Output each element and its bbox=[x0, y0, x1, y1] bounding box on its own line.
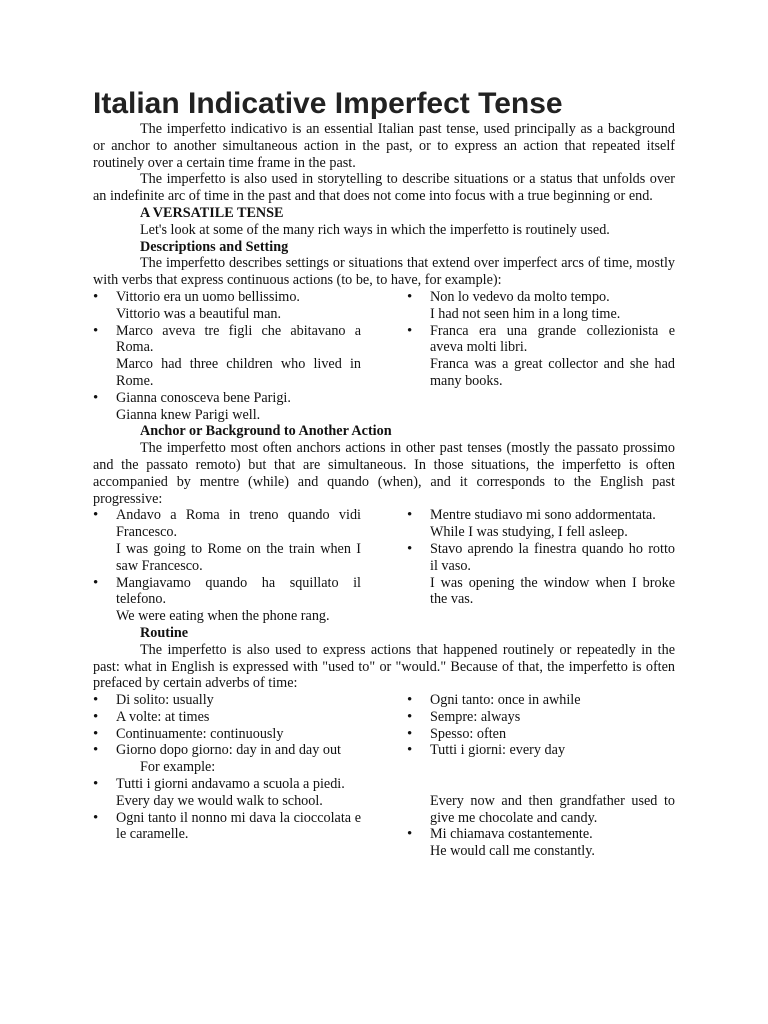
descriptions-left-column bbox=[93, 289, 361, 423]
section-heading-anchor: Anchor or Background to Another Action bbox=[140, 423, 392, 440]
list-item: • A volte: at times bbox=[93, 709, 361, 726]
descriptions-examples bbox=[93, 289, 675, 423]
intro-paragraph-1: The imperfetto indicativo is an essential Italian past tense, used principally as a background or anchor to another simultaneous action in the past, or to express an action that repeated itself routinely over a certain time frame in the past. bbox=[93, 121, 675, 171]
section-heading-routine: Routine bbox=[140, 624, 189, 641]
list-item: • Spesso: often bbox=[407, 726, 675, 743]
list-item: • Marco aveva tre figli che abitavano a Roma. Marco had three children who lived in Rome. bbox=[93, 323, 361, 390]
routine-examples bbox=[93, 692, 675, 860]
anchor-paragraph: The imperfetto most often anchors actions in other past tenses (mostly the passato prossimo and the passato remoto) but that are simultaneous. In those situations, the imperfetto is often accompanied by mentre (while) and quando (when), and it corresponds to the English past progressive: bbox=[93, 440, 675, 507]
list-item: • Gianna conosceva bene Parigi. Gianna knew Parigi well. bbox=[93, 390, 361, 424]
list-item: • Mi chiamava costantemente. He would call me constantly. bbox=[407, 826, 675, 860]
page-title: Italian Indicative Imperfect Tense bbox=[93, 87, 563, 120]
list-item: • Continuamente: continuously bbox=[93, 726, 361, 743]
for-example-label: For example: bbox=[140, 759, 216, 776]
section-heading-versatile: A VERSATILE TENSE bbox=[140, 204, 284, 221]
descriptions-paragraph: The imperfetto describes settings or situations that extend over imperfect arcs of time, mostly with verbs that express continuous actions (to be, to have, for example): bbox=[93, 255, 675, 289]
list-item: • Ogni tanto: once in awhile bbox=[407, 692, 675, 709]
list-item: • Di solito: usually bbox=[93, 692, 361, 709]
list-item: • Giorno dopo giorno: day in and day out bbox=[93, 742, 361, 759]
anchor-right-column bbox=[407, 507, 675, 625]
list-item: • Ogni tanto il nonno mi dava la cioccolata e le caramelle. bbox=[93, 810, 361, 844]
anchor-examples bbox=[93, 507, 675, 625]
routine-left-column bbox=[93, 692, 361, 860]
list-item: • Mangiavamo quando ha squillato il telefono. We were eating when the phone rang. bbox=[93, 575, 361, 625]
list-item: • Non lo vedevo da molto tempo. I had not seen him in a long time. bbox=[407, 289, 675, 323]
list-item: • Mentre studiavo mi sono addormentata. While I was studying, I fell asleep. bbox=[407, 507, 675, 541]
list-item: • Franca era una grande collezionista e aveva molti libri. Franca was a great collector and she had many books. bbox=[407, 323, 675, 390]
document-body bbox=[93, 121, 675, 860]
example-translation: Every now and then grandfather used to give me chocolate and candy. bbox=[430, 792, 675, 826]
descriptions-right-column bbox=[407, 289, 675, 423]
list-item: • Andavo a Roma in treno quando vidi Francesco. I was going to Rome on the train when I saw Francesco. bbox=[93, 507, 361, 574]
routine-paragraph: The imperfetto is also used to express actions that happened routinely or repeatedly in the past: what in English is expressed with "used to" or "would." Because of that, the imperfetto is often prefaced by certain adverbs of time: bbox=[93, 641, 675, 692]
routine-right-column bbox=[407, 692, 675, 860]
section-heading-descriptions: Descriptions and Setting bbox=[140, 238, 289, 255]
list-item: • Sempre: always bbox=[407, 709, 675, 726]
list-item: • Stavo aprendo la finestra quando ho rotto il vaso. I was opening the window when I broke the vas. bbox=[407, 541, 675, 608]
list-item: • Tutti i giorni: every day bbox=[407, 742, 675, 759]
list-item: • Tutti i giorni andavamo a scuola a piedi. Every day we would walk to school. bbox=[93, 776, 361, 810]
list-item: • Vittorio era un uomo bellissimo. Vittorio was a beautiful man. bbox=[93, 289, 361, 323]
versatile-text: Let's look at some of the many rich ways in which the imperfetto is routinely used. bbox=[140, 221, 610, 238]
anchor-left-column bbox=[93, 507, 361, 625]
intro-paragraph-2: The imperfetto is also used in storytelling to describe situations or a status that unfolds over an indefinite arc of time in the past and that does not come into focus with a true beginning or end. bbox=[93, 171, 675, 205]
